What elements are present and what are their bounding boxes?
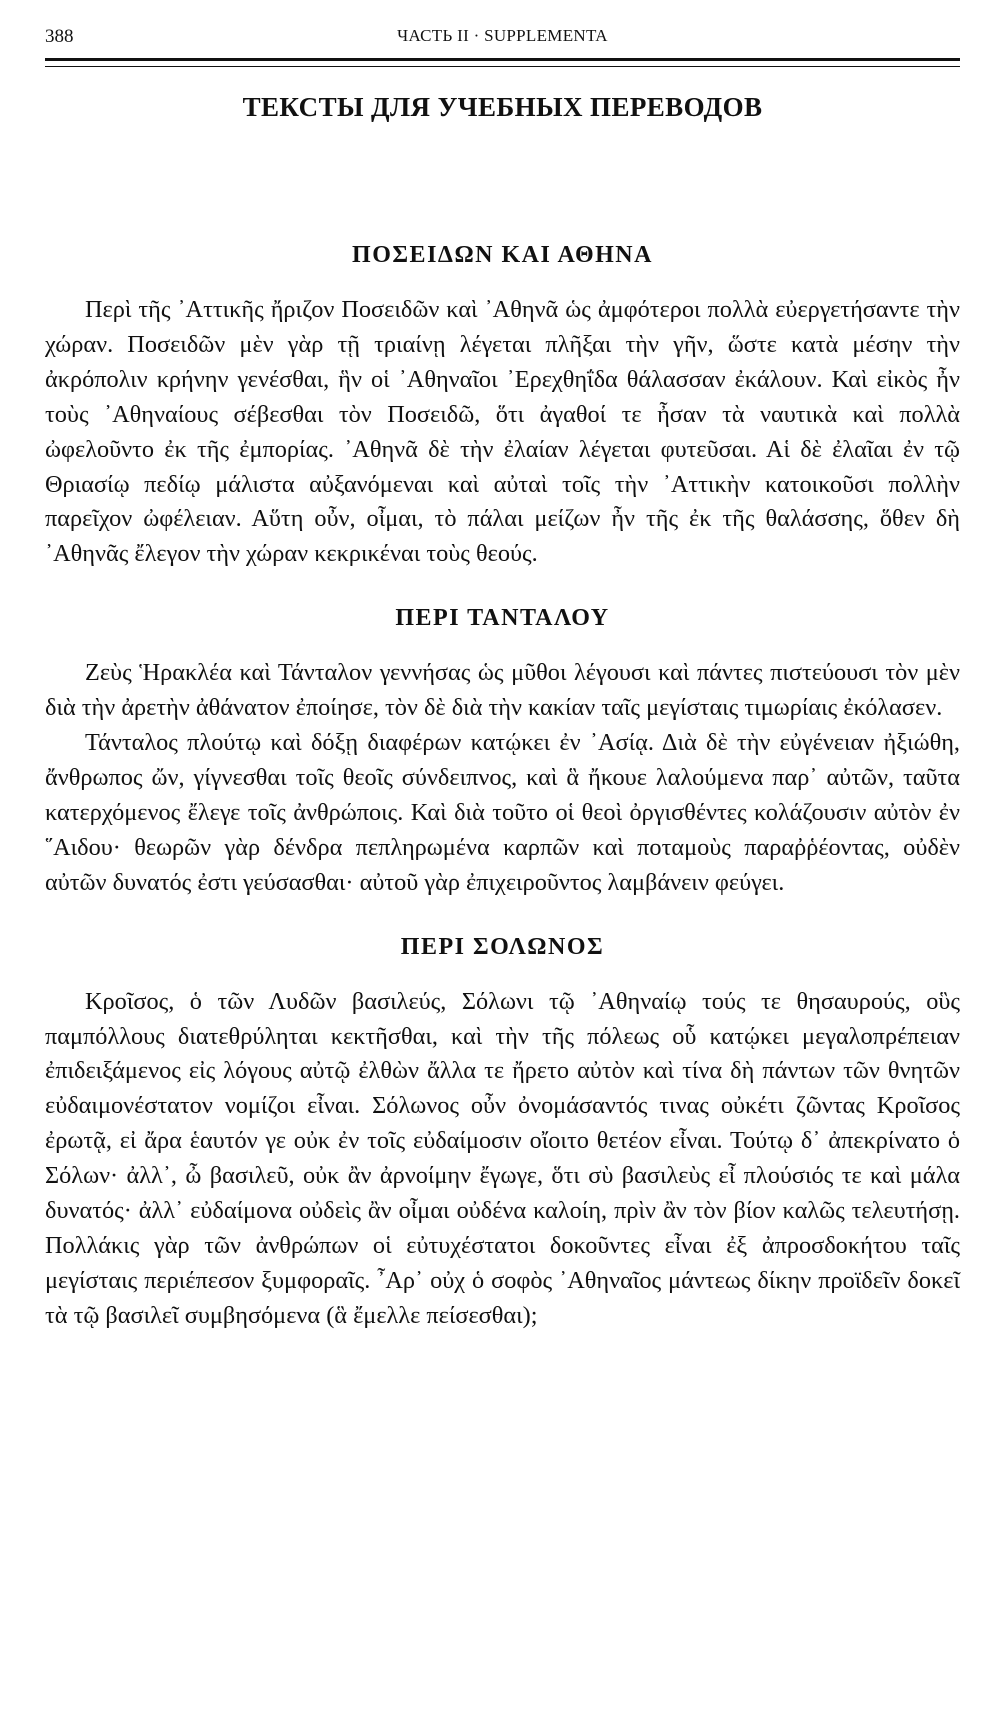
- section-body: [45, 656, 960, 900]
- section-tantalus: [45, 606, 960, 900]
- section-body: [45, 985, 960, 1334]
- paragraph: Τάνταλος πλούτῳ καὶ δόξῃ διαφέρων κατῴκει ἐν ᾿Ασίᾳ. Διὰ δὲ τὴν εὐγένειαν ἠξιώθη, ἄνθρωπος ὤν, γίγνεσθαι τοῖς θεοῖς σύνδειπνος, καὶ ἃ ἤκουε λαλούμενα παρ᾿ αὐτῶν, ταῦτα κατερχόμενος ἔλεγε τοῖς ἀνθρώποις. Καὶ διὰ τοῦτο οἱ θεοὶ ὀργισθέντες κολάζουσιν αὐτὸν ἐν ῞Αιδου· θεωρῶν γὰρ δένδρα πεπληρωμένα καρπῶν καὶ ποταμοὺς παραῤῥέοντας, οὐδὲν αὐτῶν δυνατός ἐστι γεύσασθαι· αὐτοῦ γὰρ ἐπιχειροῦντος λαμβάνειν φεύγει.: [45, 729, 960, 896]
- paragraph: Ζεὺς Ἡρακλέα καὶ Τάνταλον γεννήσας ὡς μῦθοι λέγουσι καὶ πάντες πιστεύουσι τὸν μὲν διὰ τὴν ἀρετὴν ἀθάνατον ἐποίησε, τὸν δὲ διὰ τὴν κακίαν ταῖς μεγίσταις τιμωρίαις ἐκόλασεν.: [45, 659, 960, 722]
- paragraph: Περὶ τῆς ᾿Αττικῆς ἤριζον Ποσειδῶν καὶ ᾿Αθηνᾶ ὡς ἀμφότεροι πολλὰ εὐεργετήσαντε τὴν χώραν. Ποσειδῶν μὲν γὰρ τῇ τριαίνῃ λέγεται πλῆξαι τὴν γῆν, ὥστε κατὰ μέσην τὴν ἀκρόπολιν κρήνην γενέσθαι, ἣν οἱ ᾿Αθηναῖοι ᾿Ερεχθηΐδα θάλασσαν ἐκάλουν. Καὶ εἰκὸς ἦν τοὺς ᾿Αθηναίους σέβεσθαι τὸν Ποσειδῶ, ὅτι ἀγαθοί τε ἦσαν τὰ ναυτικὰ καὶ πολλὰ ὠφελοῦντο ἐκ τῆς ἐμπορίας. ᾿Αθηνᾶ δὲ τὴν ἐλαίαν λέγεται φυτεῦσαι. Αἱ δὲ ἐλαῖαι ἐν τῷ Θριασίῳ πεδίῳ μάλιστα αὐξανόμεναι καὶ αὐταὶ τοῖς τὴν ᾿Αττικὴν κατοικοῦσι πολλὴν παρεῖχον ὠφέλειαν. Αὕτη οὖν, οἶμαι, τὸ πάλαι μείζων ἦν τῆς ἐκ τῆς θαλάσσης, ὅθεν δὴ ᾿Αθηνᾶς ἔλεγον τὴν χώραν κεκρικέναι τοὺς θεούς.: [45, 296, 960, 568]
- page-title: ТЕКСТЫ ДЛЯ УЧЕБНЫХ ПЕРЕВОДОВ: [242, 92, 763, 122]
- header-rule-thick: [45, 58, 960, 61]
- section-heading: ΠΕΡΙ ΣΟΛΩΝΟΣ: [400, 933, 605, 960]
- book-page: [45, 0, 960, 1725]
- page-number: 388: [45, 26, 74, 47]
- section-body: [45, 293, 960, 572]
- header-rule-thin: [45, 66, 960, 67]
- section-solon: [45, 935, 960, 1334]
- section-poseidon-athena: [45, 243, 960, 572]
- running-header: [45, 0, 960, 58]
- section-heading: ΠΕΡΙ ΤΑΝΤΑΛΟΥ: [395, 605, 610, 632]
- running-title: ЧАСТЬ II · SUPPLEMENTA: [397, 26, 608, 45]
- paragraph: Κροῖσος, ὁ τῶν Λυδῶν βασιλεύς, Σόλωνι τῷ ᾿Αθηναίῳ τούς τε θησαυρούς, οὓς παμπόλλους διατεθρύληται κεκτῆσθαι, καὶ τὴν τῆς πόλεως οὗ κατῴκει μεγαλοπρέπειαν ἐπιδειξάμενος εἰς λόγους αὐτῷ ἐλθὼν ἄλλα τε ἤρετο αὐτὸν καὶ τίνα δὴ πάντων τῶν θνητῶν εὐδαιμονέστατον νομίζοι εἶναι. Σόλωνος οὖν ὀνομάσαντός τινας οὐκέτι ζῶντας Κροῖσος ἐρωτᾷ, εἰ ἄρα ἑαυτόν γε οὐκ ἐν τοῖς εὐδαίμοσιν οἴοιτο θετέον εἶναι. Τούτῳ δ᾿ ἀπεκρίνατο ὁ Σόλων· ἀλλ᾿, ὦ βασιλεῦ, οὐκ ἂν ἀρνοίμην ἔγωγε, ὅτι σὺ βασιλεὺς εἶ πλούσιός τε καὶ μάλα δυνατός· ἀλλ᾿ εὐδαίμονα οὐδεὶς ἂν οἶμαι οὐδένα καλοίη, πρὶν ἂν τὸν βίον καλῶς τελευτήσῃ. Πολλάκις γὰρ τῶν ἀνθρώπων οἱ εὐτυχέστατοι δοκοῦντες εἶναι ἐξ ἀπροσδοκήτου ταῖς μεγίσταις περιέπεσον ξυμφοραῖς. ῏Αρ᾿ οὐχ ὁ σοφὸς ᾿Αθηναῖος μάντεως δίκην προϊδεῖν δοκεῖ τὰ τῷ βασιλεῖ συμβησόμενα (ἃ ἔμελλε πείσεσθαι);: [45, 987, 960, 1329]
- section-heading: ΠΟΣΕΙΔΩΝ ΚΑΙ ΑΘΗΝΑ: [352, 242, 653, 268]
